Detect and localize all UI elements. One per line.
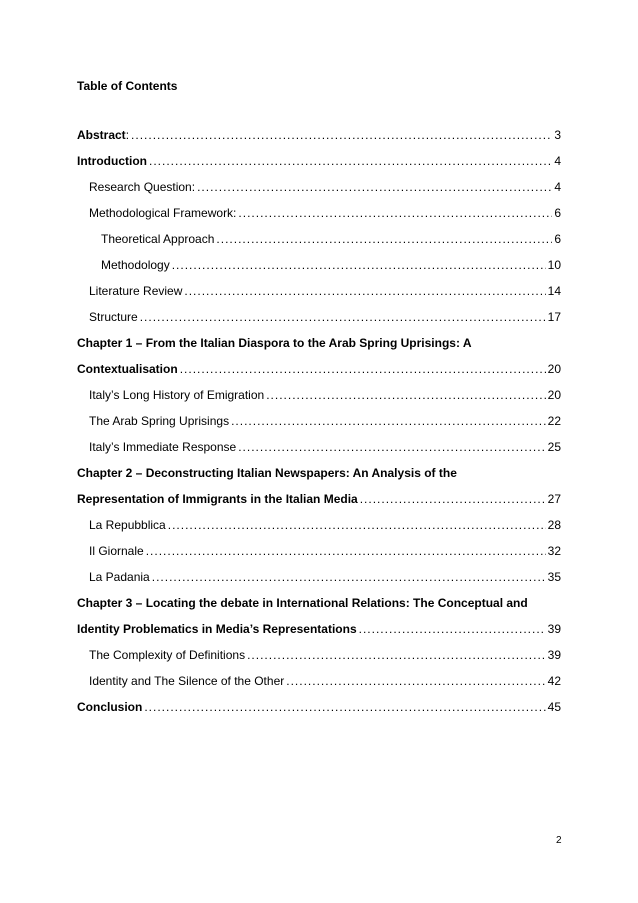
toc-entry-text: Identity Problematics in Media’s Representations: [77, 622, 357, 636]
dot-leader: [184, 284, 545, 298]
toc-page-number: 22: [547, 414, 561, 428]
table-of-contents: [77, 128, 561, 726]
toc-entry-text: The Arab Spring Uprisings: [89, 414, 230, 428]
dot-leader: [168, 518, 546, 532]
toc-page-number: 3: [554, 128, 561, 142]
toc-page-number: 20: [547, 362, 561, 376]
toc-page-number: 4: [554, 154, 561, 168]
dot-leader: [359, 622, 546, 636]
dot-leader: [146, 544, 546, 558]
toc-entry-suffix: :: [125, 128, 130, 142]
toc-entry-text: Italy’s Long History of Emigration: [89, 388, 265, 402]
toc-entry-identity-silence[interactable]: [77, 674, 561, 688]
toc-page-number: 39: [547, 648, 561, 662]
toc-entry-methodological-framework[interactable]: [77, 206, 561, 220]
toc-entry-heading-line: Chapter 1 – From the Italian Diaspora to the Arab Spring Uprisings: A: [77, 336, 472, 350]
toc-entry-conclusion[interactable]: [77, 700, 561, 714]
toc-entry-il-giornale[interactable]: [77, 544, 561, 558]
toc-page-number: 6: [554, 206, 561, 220]
toc-page-number: 20: [547, 388, 561, 402]
dot-leader: [131, 128, 552, 142]
toc-entry-text: Introduction: [77, 154, 147, 168]
toc-entry-text: Structure: [89, 310, 138, 324]
toc-entry-text: Conclusion: [77, 700, 143, 714]
toc-page-number: 4: [554, 180, 561, 194]
toc-entry-immediate-response[interactable]: [77, 440, 561, 454]
toc-page-number: 32: [547, 544, 561, 558]
toc-title: Table of Contents: [77, 79, 178, 93]
toc-entry-text: Identity and The Silence of the Other: [89, 674, 285, 688]
dot-leader: [149, 154, 552, 168]
toc-entry-la-padania[interactable]: [77, 570, 561, 584]
toc-entry-text: La Padania: [89, 570, 150, 584]
toc-entry-text: La Repubblica: [89, 518, 166, 532]
toc-entry-text: Research Question:: [89, 180, 196, 194]
toc-entry-abstract[interactable]: [77, 128, 561, 142]
toc-entry-heading-line: Chapter 3 – Locating the debate in International Relations: The Conceptual and: [77, 596, 528, 610]
dot-leader: [216, 232, 552, 246]
toc-entry-text: Il Giornale: [89, 544, 144, 558]
toc-entry-literature-review[interactable]: [77, 284, 561, 298]
toc-entry-methodology[interactable]: [77, 258, 561, 272]
page-number: 2: [556, 835, 562, 846]
toc-page-number: 42: [547, 674, 561, 688]
toc-entry-la-repubblica[interactable]: [77, 518, 561, 532]
toc-entry-complexity-of-definitions[interactable]: [77, 648, 561, 662]
toc-page-number: 39: [547, 622, 561, 636]
toc-entry-text: Theoretical Approach: [101, 232, 215, 246]
toc-entry-text: Methodological Framework:: [89, 206, 237, 220]
toc-page-number: 35: [547, 570, 561, 584]
toc-entry-text: Representation of Immigrants in the Italian Media: [77, 492, 358, 506]
toc-entry-text: The Complexity of Definitions: [89, 648, 246, 662]
dot-leader: [172, 258, 546, 272]
toc-entry-introduction[interactable]: [77, 154, 561, 168]
toc-entry-emigration-history[interactable]: [77, 388, 561, 402]
toc-entry-chapter-2[interactable]: [77, 466, 561, 506]
toc-page-number: 14: [547, 284, 561, 298]
dot-leader: [360, 492, 546, 506]
dot-leader: [180, 362, 546, 376]
toc-entry-chapter-3[interactable]: [77, 596, 561, 636]
dot-leader: [140, 310, 546, 324]
dot-leader: [144, 700, 545, 714]
toc-page-number: 45: [547, 700, 561, 714]
toc-entry-text: Literature Review: [89, 284, 183, 298]
toc-page-number: 28: [547, 518, 561, 532]
toc-page-number: 10: [547, 258, 561, 272]
dot-leader: [231, 414, 546, 428]
toc-page-number: 25: [547, 440, 561, 454]
dot-leader: [152, 570, 546, 584]
dot-leader: [238, 440, 545, 454]
toc-entry-research-question[interactable]: [77, 180, 561, 194]
toc-page-number: 27: [547, 492, 561, 506]
toc-entry-heading-line: Chapter 2 – Deconstructing Italian Newspapers: An Analysis of the: [77, 466, 457, 480]
toc-entry-text: Abstract: [77, 128, 126, 142]
toc-entry-text: Methodology: [101, 258, 170, 272]
toc-entry-chapter-1[interactable]: [77, 336, 561, 376]
toc-entry-theoretical-approach[interactable]: [77, 232, 561, 246]
toc-page-number: 6: [554, 232, 561, 246]
toc-entry-text: Italy’s Immediate Response: [89, 440, 237, 454]
dot-leader: [286, 674, 545, 688]
toc-entry-arab-spring[interactable]: [77, 414, 561, 428]
dot-leader: [266, 388, 545, 402]
toc-page-number: 17: [547, 310, 561, 324]
toc-entry-text: Contextualisation: [77, 362, 178, 376]
dot-leader: [197, 180, 552, 194]
dot-leader: [247, 648, 546, 662]
dot-leader: [238, 206, 552, 220]
toc-entry-structure[interactable]: [77, 310, 561, 324]
